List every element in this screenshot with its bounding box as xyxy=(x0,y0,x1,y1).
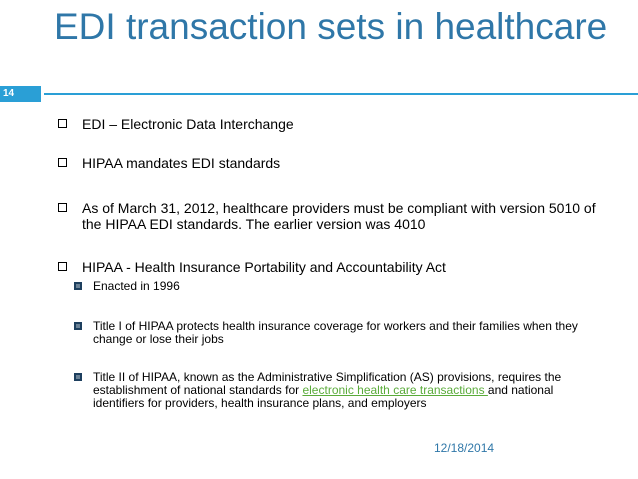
filled-square-bullet-icon xyxy=(74,373,82,381)
bullet-text: HIPAA mandates EDI standards xyxy=(82,155,281,171)
square-bullet-icon xyxy=(58,119,67,128)
bullet-version-5010 xyxy=(58,200,608,232)
title-divider xyxy=(44,93,638,95)
square-bullet-icon xyxy=(58,203,67,212)
bullet-text: HIPAA - Health Insurance Portability and Accountability Act xyxy=(82,259,446,275)
sub-bullet-title-2 xyxy=(74,371,594,410)
bullet-text: EDI – Electronic Data Interchange xyxy=(82,116,294,132)
square-bullet-icon xyxy=(58,262,67,271)
sub-bullet-text: Enacted in 1996 xyxy=(93,279,180,293)
square-bullet-icon xyxy=(58,158,67,167)
slide-number: 14 xyxy=(0,86,41,102)
bullet-hipaa-mandates xyxy=(58,155,608,171)
slide-title: EDI transaction sets in healthcare xyxy=(54,6,608,47)
bullet-hipaa-definition xyxy=(58,259,608,275)
sub-bullet-enacted xyxy=(74,280,594,293)
sub-bullet-text: Title I of HIPAA protects health insurance coverage for workers and their families when they change or lose their jobs xyxy=(93,319,578,346)
bullet-text: As of March 31, 2012, healthcare providers must be compliant with version 5010 of the HIPAA EDI standards. The earlier version was 4010 xyxy=(82,200,596,232)
sub-bullet-text xyxy=(93,371,594,410)
sub-bullet-title-1 xyxy=(74,320,594,346)
sub-bullet-text-before: Title II of HIPAA, known as the Administrative Simplification (AS) provisions, requires the establishment of national standards for xyxy=(93,370,562,397)
electronic-health-care-transactions-link[interactable]: electronic health care transactions xyxy=(302,383,488,397)
slide-date: 12/18/2014 xyxy=(434,441,495,455)
filled-square-bullet-icon xyxy=(74,322,82,330)
filled-square-bullet-icon xyxy=(74,282,82,290)
sub-bullet-text-after: and national identifiers for providers, health insurance plans, and employers xyxy=(93,383,554,410)
bullet-edi xyxy=(58,116,608,132)
